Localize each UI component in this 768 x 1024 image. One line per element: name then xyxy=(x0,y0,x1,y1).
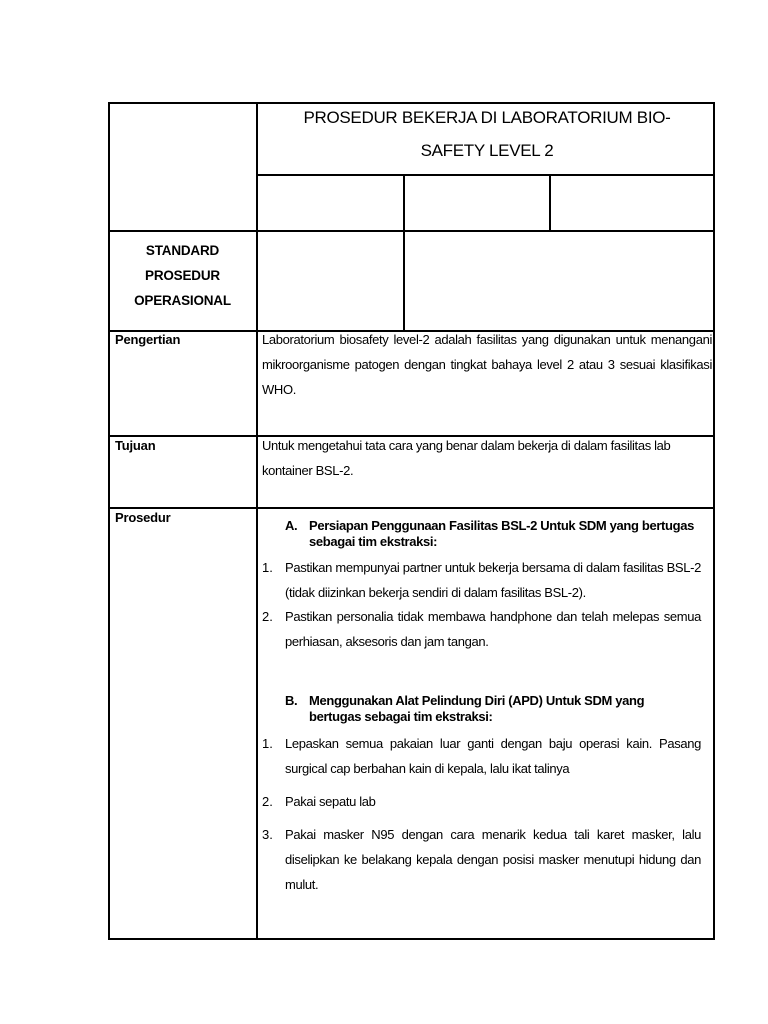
section-b-heading: Menggunakan Alat Pelindung Diri (APD) Untuk SDM yang bertugas sebagai tim ekstraksi: xyxy=(309,693,645,724)
title-row-divider xyxy=(256,174,714,176)
section-b-letter: B. xyxy=(285,693,298,708)
sop-label-line-2: PROSEDUR xyxy=(145,268,220,283)
pengertian-text: Laboratorium biosafety level-2 adalah fasilitas yang digunakan untuk menangani mikroorganisme patogen dengan tingkat bahaya level 2 atau 3 sesuai klasifikasi WHO. xyxy=(262,332,712,397)
header-row-divider xyxy=(108,230,715,232)
section-b-item-2-number: 2. xyxy=(262,794,273,809)
section-b-item-2-text: Pakai sepatu lab xyxy=(285,794,376,809)
sop-label-line-3: OPERASIONAL xyxy=(134,293,231,308)
pengertian-label: Pengertian xyxy=(115,332,181,347)
sop-label-line-1: STANDARD xyxy=(145,243,220,258)
section-a-item-1-number: 1. xyxy=(262,560,273,575)
document-title-line-2: SAFETY LEVEL 2 xyxy=(420,141,554,160)
section-b-item-1-text: Lepaskan semua pakaian luar ganti dengan baju operasi kain. Pasang surgical cap berbahan kain di kepala, lalu ikat talinya xyxy=(285,736,701,776)
tujuan-text: Untuk mengetahui tata cara yang benar dalam bekerja di dalam fasilitas lab kontainer BSL-2. xyxy=(262,438,671,478)
section-b-item-3-text: Pakai masker N95 dengan cara menarik kedua tali karet masker, lalu diselipkan ke belakang kepala dengan posisi masker menutupi hidung dan mulut. xyxy=(285,827,701,892)
table-border-bottom xyxy=(108,938,715,940)
prosedur-label: Prosedur xyxy=(115,510,171,525)
tujuan-row-divider xyxy=(108,507,715,509)
table-border-left xyxy=(108,102,110,939)
header-cell-divider-2 xyxy=(549,174,551,231)
tujuan-label: Tujuan xyxy=(115,438,156,453)
section-a-item-2-text: Pastikan personalia tidak membawa handphone dan telah melepas semua perhiasan, aksesoris dan jam tangan. xyxy=(285,609,701,649)
header-cell-divider-1 xyxy=(403,174,405,331)
section-a-heading: Persiapan Penggunaan Fasilitas BSL-2 Untuk SDM yang bertugas sebagai tim ekstraksi: xyxy=(309,518,694,549)
table-column-divider xyxy=(256,102,258,939)
document-title-line-1: PROSEDUR BEKERJA DI LABORATORIUM BIO- xyxy=(303,108,671,127)
section-b-item-3-number: 3. xyxy=(262,827,273,842)
section-a-item-2-number: 2. xyxy=(262,609,273,624)
section-b-item-1-number: 1. xyxy=(262,736,273,751)
section-a-letter: A. xyxy=(285,518,298,533)
section-a-item-1-text: Pastikan mempunyai partner untuk bekerja bersama di dalam fasilitas BSL-2 (tidak diizinkan bekerja sendiri di dalam fasilitas BSL-2). xyxy=(285,560,701,600)
